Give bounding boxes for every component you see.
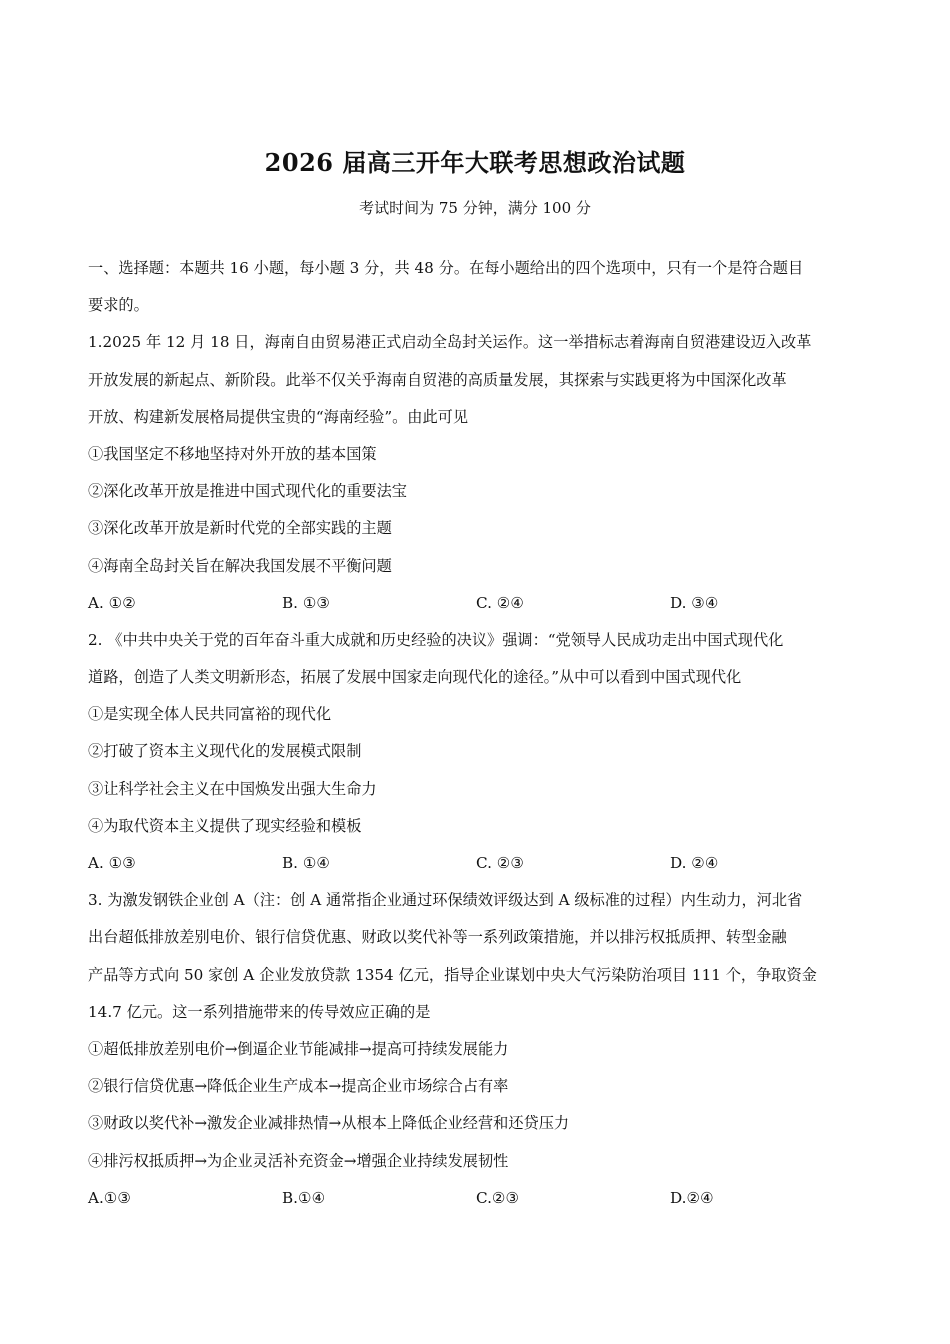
option-b: B.①④ <box>282 1188 326 1207</box>
question-item: ②打破了资本主义现代化的发展模式限制 <box>88 742 362 761</box>
question-item: ①超低排放差别电价→倒逼企业节能减排→提高可持续发展能力 <box>88 1039 509 1058</box>
option-c: C. ②④ <box>476 593 524 612</box>
option-a: A. ①③ <box>88 854 136 872</box>
question-stem-line: 产品等方式向 50 家创 A 企业发放贷款 1354 亿元，指导企业谋划中央大气污染防治项目 111 个，争取资金 <box>88 965 817 984</box>
section-line: 一、选择题：本题共 16 小题，每小题 3 分，共 48 分。在每小题给出的四个选项中，只有一个是符合题目 <box>88 259 804 277</box>
exam-body <box>88 250 864 1217</box>
question-item: ②银行信贷优惠→降低企业生产成本→提高企业市场综合占有率 <box>88 1077 509 1096</box>
answer-options <box>88 845 864 882</box>
option-a: A. ①② <box>88 593 136 612</box>
question-item: ②深化改革开放是推进中国式现代化的重要法宝 <box>88 482 407 501</box>
option-c: C.②③ <box>476 1188 520 1207</box>
question-stem-line: 出台超低排放差别电价、银行信贷优惠、财政以奖代补等一系列政策措施，并以排污权抵质押、转型金融 <box>88 928 787 947</box>
exam-title: 2026 届高三开年大联考思想政治试题 <box>264 148 686 177</box>
question-item: ④海南全岛封关旨在解决我国发展不平衡问题 <box>88 556 392 575</box>
section-line: 要求的。 <box>88 296 149 315</box>
question-stem-line: 道路，创造了人类文明新形态，拓展了发展中国家走向现代化的途径。”从中可以看到中国式现代化 <box>88 668 742 687</box>
answer-options <box>88 1180 864 1217</box>
question-stem-line: 2. 《中共中央关于党的百年奋斗重大成就和历史经验的决议》强调：“党领导人民成功走出中国式现代化 <box>88 630 784 649</box>
answer-options <box>88 585 864 622</box>
question-item: ③让科学社会主义在中国焕发出强大生命力 <box>88 779 377 798</box>
exam-subtitle: 考试时间为 75 分钟，满分 100 分 <box>359 199 591 217</box>
question-3 <box>88 882 864 1217</box>
question-item: ①我国坚定不移地坚持对外开放的基本国策 <box>88 444 377 463</box>
question-item: ④排污权抵质押→为企业灵活补充资金→增强企业持续发展韧性 <box>88 1151 509 1170</box>
question-2 <box>88 622 864 882</box>
option-d: D.②④ <box>670 1188 714 1207</box>
option-b: B. ①③ <box>282 593 331 612</box>
option-d: D. ③④ <box>670 593 719 612</box>
option-d: D. ②④ <box>670 854 719 872</box>
question-stem-line: 开放发展的新起点、新阶段。此举不仅关乎海南自贸港的高质量发展，其探索与实践更将为中国深化改革 <box>88 370 787 389</box>
question-stem-line: 开放、构建新发展格局提供宝贵的“海南经验”。由此可见 <box>88 407 469 426</box>
question-item: ③深化改革开放是新时代党的全部实践的主题 <box>88 519 392 538</box>
option-c: C. ②③ <box>476 854 524 872</box>
question-stem-line: 3. 为激发钢铁企业创 A（注：创 A 通常指企业通过环保绩效评级达到 A 级标准的过程）内生动力，河北省 <box>88 891 803 910</box>
option-a: A.①③ <box>88 1188 132 1207</box>
question-item: ③财政以奖代补→激发企业减排热情→从根本上降低企业经营和还贷压力 <box>88 1114 570 1133</box>
question-stem-line: 14.7 亿元。这一系列措施带来的传导效应正确的是 <box>88 1002 431 1021</box>
question-1 <box>88 324 864 622</box>
section-instructions <box>88 250 864 324</box>
option-b: B. ①④ <box>282 854 331 872</box>
question-item: ①是实现全体人民共同富裕的现代化 <box>88 705 331 724</box>
question-item: ④为取代资本主义提供了现实经验和模板 <box>88 816 362 835</box>
question-stem-line: 1.2025 年 12 月 18 日，海南自由贸易港正式启动全岛封关运作。这一举措标志着海南自贸港建设迈入改革 <box>88 333 812 352</box>
